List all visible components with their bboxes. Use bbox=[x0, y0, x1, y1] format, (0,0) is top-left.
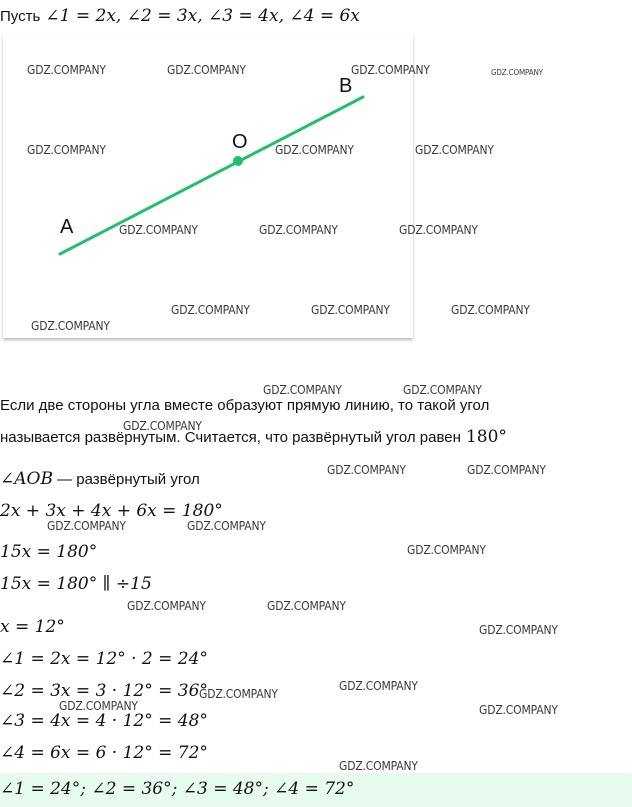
step-4: x = 12° bbox=[0, 617, 65, 637]
watermark: GDZ.COMPANY bbox=[407, 543, 486, 557]
watermark: GDZ.COMPANY bbox=[31, 319, 110, 333]
step-6: ∠2 = 3x = 3 · 12° = 36° bbox=[0, 681, 208, 701]
angle-name: ∠AOB bbox=[0, 469, 53, 489]
label-o: O bbox=[232, 131, 248, 153]
watermark: GDZ.COMPANY bbox=[451, 303, 530, 317]
problem-prefix: Пусть bbox=[0, 8, 41, 25]
step-7: ∠3 = 4x = 4 · 12° = 48° bbox=[0, 711, 208, 731]
watermark: GDZ.COMPANY bbox=[399, 223, 478, 237]
watermark: GDZ.COMPANY bbox=[403, 383, 482, 397]
watermark: GDZ.COMPANY bbox=[311, 303, 390, 317]
watermark: GDZ.COMPANY bbox=[47, 519, 126, 533]
step-5: ∠1 = 2x = 12° · 2 = 24° bbox=[0, 649, 208, 669]
watermark: GDZ.COMPANY bbox=[467, 463, 546, 477]
angle-statement bbox=[0, 469, 200, 489]
watermark: GDZ.COMPANY bbox=[187, 519, 266, 533]
watermark: GDZ.COMPANY bbox=[27, 63, 106, 77]
angle-desc: — развёрнутый угол bbox=[52, 471, 200, 488]
watermark: GDZ.COMPANY bbox=[199, 687, 278, 701]
watermark: GDZ.COMPANY bbox=[339, 679, 418, 693]
problem-statement bbox=[0, 6, 360, 26]
step-3: 15x = 180° ∥ ÷15 bbox=[0, 574, 152, 594]
definition-line-2 bbox=[0, 427, 507, 447]
definition-value: 180° bbox=[465, 427, 507, 447]
watermark: GDZ.COMPANY bbox=[27, 143, 106, 157]
step-2: 15x = 180° bbox=[0, 542, 98, 562]
watermark: GDZ.COMPANY bbox=[119, 223, 198, 237]
watermark: GDZ.COMPANY bbox=[415, 143, 494, 157]
watermark: GDZ.COMPANY bbox=[351, 63, 430, 77]
problem-expression: ∠1 = 2x, ∠2 = 3x, ∠3 = 4x, ∠4 = 6x bbox=[45, 6, 360, 26]
watermark: GDZ.COMPANY bbox=[327, 463, 406, 477]
watermark: GDZ.COMPANY bbox=[171, 303, 250, 317]
watermark: GDZ.COMPANY bbox=[167, 63, 246, 77]
watermark: GDZ.COMPANY bbox=[267, 599, 346, 613]
step-8: ∠4 = 6x = 6 · 12° = 72° bbox=[0, 743, 208, 763]
watermark: GDZ.COMPANY bbox=[127, 599, 206, 613]
watermark: GDZ.COMPANY bbox=[259, 223, 338, 237]
label-a: A bbox=[60, 216, 74, 238]
watermark: GDZ.COMPANY bbox=[59, 699, 138, 713]
definition-line-1: Если две стороны угла вместе образуют прямую линию, то такой угол bbox=[0, 397, 490, 414]
watermark: GDZ.COMPANY bbox=[491, 68, 543, 77]
watermark: GDZ.COMPANY bbox=[263, 383, 342, 397]
label-b: B bbox=[339, 75, 353, 97]
answer-box bbox=[0, 773, 632, 807]
diagram-svg bbox=[3, 36, 413, 338]
watermark: GDZ.COMPANY bbox=[339, 759, 418, 773]
watermark: GDZ.COMPANY bbox=[479, 623, 558, 637]
step-1: 2x + 3x + 4x + 6x = 180° bbox=[0, 501, 223, 521]
point-o bbox=[233, 156, 243, 166]
watermark: GDZ.COMPANY bbox=[275, 143, 354, 157]
watermark: GDZ.COMPANY bbox=[123, 419, 202, 433]
definition-line-2-text: называется развёрнутым. Считается, что развёрнутый угол равен bbox=[0, 429, 461, 446]
diagram-figure bbox=[3, 36, 413, 338]
answer-text: ∠1 = 24°; ∠2 = 36°; ∠3 = 48°; ∠4 = 72° bbox=[0, 779, 355, 799]
watermark: GDZ.COMPANY bbox=[479, 703, 558, 717]
